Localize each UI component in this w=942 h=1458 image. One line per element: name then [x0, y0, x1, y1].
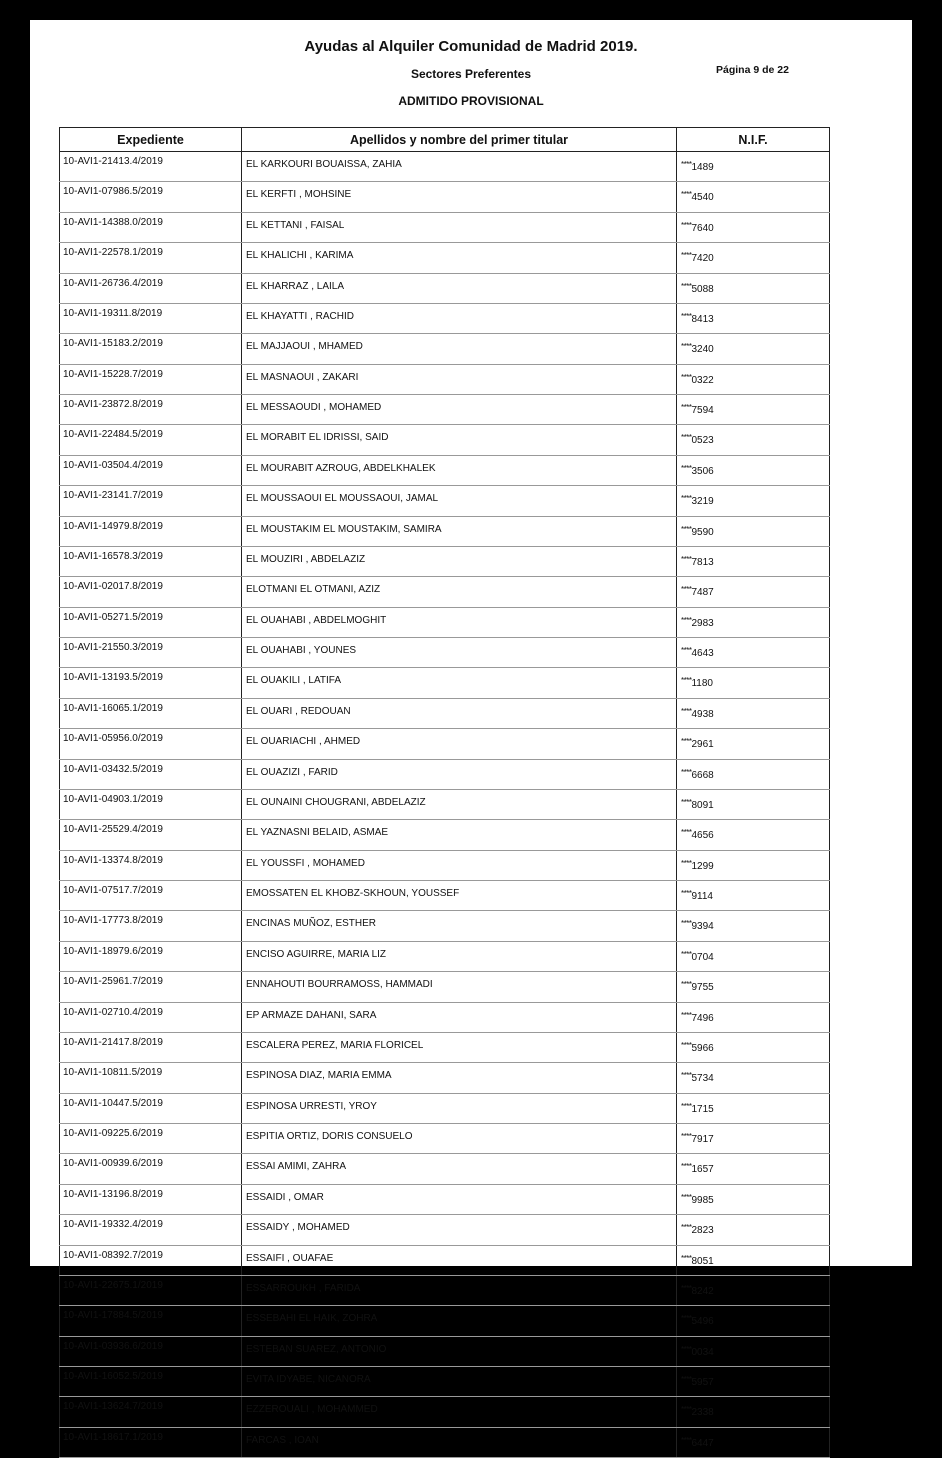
- nif-mask: ****: [681, 494, 692, 504]
- nif-cell: [677, 941, 830, 971]
- expediente-cell: 10-AVI1-17884.5/2019: [60, 1306, 242, 1336]
- titular-name-cell: EL KERFTI , MOHSINE: [242, 182, 677, 212]
- table-row: [60, 759, 830, 789]
- titular-name-cell: ESCALERA PEREZ, MARIA FLORICEL: [242, 1032, 677, 1062]
- page-number: Página 9 de 22: [716, 64, 789, 76]
- nif-mask: ****: [681, 251, 692, 261]
- expediente-cell: 10-AVI1-22675.1/2019: [60, 1275, 242, 1305]
- table-row: [60, 789, 830, 819]
- titular-name-cell: EL MOUSSAOUI EL MOUSSAOUI, JAMAL: [242, 486, 677, 516]
- titular-name-cell: EL MOUZIRI , ABDELAZIZ: [242, 546, 677, 576]
- nif-cell: [677, 1215, 830, 1245]
- nif-digits: 5734: [691, 1073, 714, 1085]
- table-row: [60, 395, 830, 425]
- titular-name-cell: EMOSSATEN EL KHOBZ-SKHOUN, YOUSSEF: [242, 881, 677, 911]
- nif-mask: ****: [681, 160, 692, 169]
- nif-cell: [677, 911, 830, 941]
- expediente-cell: 10-AVI1-17773.8/2019: [60, 911, 242, 941]
- table-row: [60, 1367, 830, 1397]
- nif-digits: 2823: [691, 1225, 714, 1237]
- table-row: [60, 273, 830, 303]
- nif-mask: ****: [681, 372, 692, 382]
- nif-digits: 3219: [691, 496, 714, 508]
- table-row: [60, 1184, 830, 1214]
- nif-mask: ****: [681, 889, 692, 898]
- expediente-cell: 10-AVI1-09225.6/2019: [60, 1124, 242, 1154]
- titular-name-cell: EL OUAHABI , YOUNES: [242, 638, 677, 668]
- nif-digits: 9114: [691, 891, 713, 902]
- expediente-cell: 10-AVI1-10811.5/2019: [60, 1063, 242, 1093]
- nif-mask: ****: [681, 858, 692, 868]
- expediente-cell: 10-AVI1-13196.8/2019: [60, 1184, 242, 1214]
- nif-digits: 4643: [691, 648, 714, 659]
- titular-name-cell: EL KHAYATTI , RACHID: [242, 303, 677, 333]
- nif-cell: [677, 1397, 830, 1427]
- titular-name-cell: EL OUARI , REDOUAN: [242, 698, 677, 728]
- nif-mask: ****: [681, 980, 692, 990]
- table-row: [60, 182, 830, 212]
- expediente-cell: 10-AVI1-23872.8/2019: [60, 395, 242, 425]
- expediente-cell: 10-AVI1-02710.4/2019: [60, 1002, 242, 1032]
- table-row: [60, 911, 830, 941]
- nif-mask: ****: [681, 737, 692, 747]
- table-row: [60, 941, 830, 971]
- titular-name-cell: ESSAIDI , OMAR: [242, 1184, 677, 1214]
- titular-name-cell: ENCISO AGUIRRE, MARIA LIZ: [242, 941, 677, 971]
- nif-digits: 9590: [691, 526, 714, 538]
- titular-name-cell: ESPINOSA URRESTI, YROY: [242, 1093, 677, 1123]
- nif-digits: 3240: [691, 344, 714, 356]
- titular-name-cell: EL OUAZIZI , FARID: [242, 759, 677, 789]
- nif-cell: [677, 1245, 830, 1275]
- nif-digits: 9985: [691, 1194, 714, 1206]
- nif-mask: ****: [681, 220, 692, 230]
- expediente-cell: 10-AVI1-03504.4/2019: [60, 455, 242, 485]
- nif-mask: ****: [681, 1223, 692, 1233]
- nif-digits: 6447: [691, 1437, 714, 1449]
- nif-mask: ****: [681, 554, 692, 564]
- admission-status: ADMITIDO PROVISIONAL: [398, 94, 544, 108]
- nif-mask: ****: [681, 433, 692, 443]
- table-row: [60, 729, 830, 759]
- expediente-cell: 10-AVI1-13193.5/2019: [60, 668, 242, 698]
- expediente-cell: 10-AVI1-08392.7/2019: [60, 1245, 242, 1275]
- nif-cell: [677, 516, 830, 546]
- nif-mask: ****: [681, 1101, 692, 1111]
- nif-mask: ****: [681, 949, 692, 959]
- expediente-cell: 10-AVI1-10447.5/2019: [60, 1093, 242, 1123]
- table-row: [60, 546, 830, 576]
- nif-cell: [677, 1093, 830, 1123]
- titular-name-cell: EL YAZNASNI BELAID, ASMAE: [242, 820, 677, 850]
- expediente-cell: 10-AVI1-07986.5/2019: [60, 182, 242, 212]
- nif-cell: [677, 182, 830, 212]
- nif-digits: 6668: [691, 769, 714, 781]
- nif-digits: 8051: [691, 1255, 714, 1267]
- titular-name-cell: ESSARROUKH , FARIDA: [242, 1275, 677, 1305]
- nif-mask: ****: [681, 1132, 692, 1141]
- document-title: Ayudas al Alquiler Comunidad de Madrid 2019.: [304, 38, 638, 55]
- expediente-cell: 10-AVI1-19311.8/2019: [60, 303, 242, 333]
- nif-digits: 7496: [691, 1012, 714, 1024]
- nif-cell: [677, 243, 830, 273]
- nif-mask: ****: [681, 1283, 692, 1293]
- nif-mask: ****: [681, 463, 692, 473]
- nif-cell: [677, 1306, 830, 1336]
- titular-name-cell: EVITA IDYABE, NICANORA: [242, 1367, 677, 1397]
- nif-cell: [677, 1002, 830, 1032]
- table-row: [60, 1215, 830, 1245]
- nif-cell: [677, 1336, 830, 1366]
- titular-name-cell: EL OUNAINI CHOUGRANI, ABDELAZIZ: [242, 789, 677, 819]
- titular-name-cell: EL KHALICHI , KARIMA: [242, 243, 677, 273]
- nif-cell: [677, 820, 830, 850]
- nif-cell: [677, 729, 830, 759]
- nif-digits: 4938: [691, 708, 714, 720]
- expediente-cell: 10-AVI1-21417.8/2019: [60, 1032, 242, 1062]
- nif-mask: ****: [681, 1010, 692, 1020]
- nif-digits: 5966: [691, 1042, 714, 1054]
- nif-cell: [677, 638, 830, 668]
- titular-name-cell: EL MASNAOUI , ZAKARI: [242, 364, 677, 394]
- table-row: [60, 303, 830, 333]
- nif-mask: ****: [681, 615, 692, 625]
- nif-digits: 2338: [691, 1407, 714, 1419]
- table-row: [60, 881, 830, 911]
- nif-mask: ****: [681, 1253, 692, 1263]
- table-row: [60, 1397, 830, 1427]
- table-row: [60, 820, 830, 850]
- nif-mask: ****: [681, 1071, 692, 1081]
- applicants-table: [59, 127, 830, 1458]
- table-row: [60, 638, 830, 668]
- table-row: [60, 486, 830, 516]
- titular-name-cell: ESSAIDY , MOHAMED: [242, 1215, 677, 1245]
- titular-name-cell: EL OUARIACHI , AHMED: [242, 729, 677, 759]
- titular-name-cell: FARCAS , IOAN: [242, 1427, 677, 1457]
- nif-mask: ****: [681, 1192, 692, 1202]
- nif-digits: 8091: [691, 799, 714, 811]
- table-row: [60, 334, 830, 364]
- titular-name-cell: EL KARKOURI BOUAISSA, ZAHIA: [242, 152, 677, 182]
- titular-name-cell: ESSAI AMIMI, ZAHRA: [242, 1154, 677, 1184]
- expediente-cell: 10-AVI1-25529.4/2019: [60, 820, 242, 850]
- table-row: [60, 972, 830, 1002]
- nif-mask: ****: [681, 281, 692, 291]
- titular-name-cell: ELOTMANI EL OTMANI, AZIZ: [242, 577, 677, 607]
- expediente-cell: 10-AVI1-16065.1/2019: [60, 698, 242, 728]
- nif-cell: [677, 1032, 830, 1062]
- nif-digits: 5496: [691, 1316, 714, 1328]
- titular-name-cell: EL YOUSSFI , MOHAMED: [242, 850, 677, 880]
- nif-cell: [677, 1367, 830, 1397]
- nif-cell: [677, 395, 830, 425]
- column-header-name: Apellidos y nombre del primer titular: [242, 128, 677, 152]
- nif-mask: ****: [681, 1040, 692, 1050]
- expediente-cell: 10-AVI1-04903.1/2019: [60, 789, 242, 819]
- titular-name-cell: EL KETTANI , FAISAL: [242, 212, 677, 242]
- nif-digits: 9394: [691, 921, 714, 933]
- expediente-cell: 10-AVI1-25961.7/2019: [60, 972, 242, 1002]
- table-row: [60, 1427, 830, 1457]
- table-row: [60, 668, 830, 698]
- titular-name-cell: EL OUAHABI , ABDELMOGHIT: [242, 607, 677, 637]
- nif-digits: 5088: [691, 283, 714, 295]
- nif-digits: 4540: [691, 192, 714, 204]
- nif-mask: ****: [681, 1162, 692, 1172]
- nif-digits: 8242: [691, 1285, 714, 1297]
- nif-mask: ****: [681, 342, 692, 352]
- nif-digits: 1657: [691, 1164, 714, 1176]
- nif-digits: 0322: [691, 374, 714, 386]
- nif-digits: 7640: [691, 222, 714, 234]
- table-row: [60, 425, 830, 455]
- titular-name-cell: EL OUAKILI , LATIFA: [242, 668, 677, 698]
- nif-digits: 7917: [691, 1134, 714, 1145]
- expediente-cell: 10-AVI1-26736.4/2019: [60, 273, 242, 303]
- nif-mask: ****: [681, 919, 692, 929]
- nif-mask: ****: [681, 1314, 692, 1324]
- table-row: [60, 1336, 830, 1366]
- document-page: [30, 20, 912, 1449]
- titular-name-cell: EL MORABIT EL IDRISSI, SAID: [242, 425, 677, 455]
- titular-name-cell: EL MOUSTAKIM EL MOUSTAKIM, SAMIRA: [242, 516, 677, 546]
- nif-cell: [677, 607, 830, 637]
- expediente-cell: 10-AVI1-19332.4/2019: [60, 1215, 242, 1245]
- nif-digits: 7420: [691, 253, 714, 265]
- nif-cell: [677, 972, 830, 1002]
- table-row: [60, 1154, 830, 1184]
- expediente-cell: 10-AVI1-13624.7/2019: [60, 1397, 242, 1427]
- expediente-cell: 10-AVI1-07517.7/2019: [60, 881, 242, 911]
- column-header-expediente: Expediente: [60, 128, 242, 152]
- table-row: [60, 364, 830, 394]
- nif-cell: [677, 364, 830, 394]
- nif-mask: ****: [681, 190, 692, 200]
- table-row: [60, 850, 830, 880]
- titular-name-cell: ESSAIFI , OUAFAE: [242, 1245, 677, 1275]
- titular-name-cell: ESSEBAHI EL HAIK, ZOHRA: [242, 1306, 677, 1336]
- titular-name-cell: ENCINAS MUÑOZ, ESTHER: [242, 911, 677, 941]
- titular-name-cell: ESPITIA ORTIZ, DORIS CONSUELO: [242, 1124, 677, 1154]
- nif-digits: 0704: [691, 951, 714, 963]
- titular-name-cell: ESTEBAN SUAREZ, ANTONIO: [242, 1336, 677, 1366]
- expediente-cell: 10-AVI1-15183.2/2019: [60, 334, 242, 364]
- nif-digits: 7594: [691, 405, 714, 416]
- expediente-cell: 10-AVI1-13374.8/2019: [60, 850, 242, 880]
- nif-mask: ****: [681, 1435, 692, 1445]
- nif-digits: 5957: [691, 1377, 714, 1388]
- nif-cell: [677, 334, 830, 364]
- nif-cell: [677, 1184, 830, 1214]
- titular-name-cell: EZZEROUALI , MOHAMMED: [242, 1397, 677, 1427]
- expediente-cell: 10-AVI1-16578.3/2019: [60, 546, 242, 576]
- nif-mask: ****: [681, 767, 692, 777]
- nif-digits: 1489: [691, 162, 714, 173]
- nif-mask: ****: [681, 676, 692, 686]
- nif-cell: [677, 152, 830, 182]
- nif-cell: [677, 1124, 830, 1154]
- nif-digits: 0034: [691, 1346, 714, 1358]
- table-row: [60, 455, 830, 485]
- nif-cell: [677, 850, 830, 880]
- nif-mask: ****: [681, 1375, 692, 1384]
- nif-mask: ****: [681, 646, 692, 655]
- nif-mask: ****: [681, 828, 692, 838]
- titular-name-cell: EP ARMAZE DAHANI, SARA: [242, 1002, 677, 1032]
- expediente-cell: 10-AVI1-03432.5/2019: [60, 759, 242, 789]
- nif-cell: [677, 273, 830, 303]
- nif-cell: [677, 212, 830, 242]
- nif-mask: ****: [681, 524, 692, 534]
- nif-mask: ****: [681, 311, 692, 321]
- expediente-cell: 10-AVI1-22578.1/2019: [60, 243, 242, 273]
- table-row: [60, 243, 830, 273]
- nif-digits: 1299: [691, 860, 714, 872]
- table-row: [60, 212, 830, 242]
- document-subtitle: Sectores Preferentes: [410, 67, 532, 81]
- expediente-cell: 10-AVI1-16052.5/2019: [60, 1367, 242, 1397]
- expediente-cell: 10-AVI1-18617.1/2019: [60, 1427, 242, 1457]
- nif-digits: 3506: [691, 465, 714, 477]
- nif-digits: 7487: [691, 587, 714, 599]
- nif-digits: 9755: [691, 982, 714, 994]
- table-row: [60, 698, 830, 728]
- nif-digits: 2983: [691, 617, 714, 629]
- table-row: [60, 1245, 830, 1275]
- expediente-cell: 10-AVI1-18979.6/2019: [60, 941, 242, 971]
- nif-cell: [677, 698, 830, 728]
- table-row: [60, 152, 830, 182]
- nif-mask: ****: [681, 1344, 692, 1354]
- expediente-cell: 10-AVI1-14388.0/2019: [60, 212, 242, 242]
- titular-name-cell: ENNAHOUTI BOURRAMOSS, HAMMADI: [242, 972, 677, 1002]
- table-row: [60, 1002, 830, 1032]
- nif-cell: [677, 1427, 830, 1457]
- table-row: [60, 607, 830, 637]
- nif-mask: ****: [681, 1405, 692, 1415]
- titular-name-cell: ESPINOSA DIAZ, MARIA EMMA: [242, 1063, 677, 1093]
- nif-digits: 1180: [691, 678, 713, 690]
- nif-cell: [677, 668, 830, 698]
- expediente-cell: 10-AVI1-21550.3/2019: [60, 638, 242, 668]
- titular-name-cell: EL MOURABIT AZROUG, ABDELKHALEK: [242, 455, 677, 485]
- nif-cell: [677, 303, 830, 333]
- expediente-cell: 10-AVI1-14979.8/2019: [60, 516, 242, 546]
- nif-cell: [677, 789, 830, 819]
- column-header-nif: N.I.F.: [677, 128, 830, 152]
- nif-cell: [677, 881, 830, 911]
- table-row: [60, 1306, 830, 1336]
- table-row: [60, 1093, 830, 1123]
- nif-mask: ****: [681, 797, 692, 807]
- nif-digits: 7813: [691, 556, 714, 568]
- table-row: [60, 516, 830, 546]
- nif-digits: 0523: [691, 435, 714, 447]
- nif-digits: 1715: [691, 1103, 714, 1115]
- expediente-cell: 10-AVI1-15228.7/2019: [60, 364, 242, 394]
- titular-name-cell: EL KHARRAZ , LAILA: [242, 273, 677, 303]
- table-row: [60, 1063, 830, 1093]
- nif-digits: 4656: [691, 830, 714, 842]
- expediente-cell: 10-AVI1-22484.5/2019: [60, 425, 242, 455]
- nif-cell: [677, 546, 830, 576]
- titular-name-cell: EL MESSAOUDI , MOHAMED: [242, 395, 677, 425]
- expediente-cell: 10-AVI1-05271.5/2019: [60, 607, 242, 637]
- table-row: [60, 577, 830, 607]
- expediente-cell: 10-AVI1-23141.7/2019: [60, 486, 242, 516]
- nif-digits: 8413: [691, 313, 714, 325]
- nif-cell: [677, 1063, 830, 1093]
- nif-mask: ****: [681, 585, 692, 595]
- nif-digits: 2961: [691, 739, 714, 751]
- nif-cell: [677, 759, 830, 789]
- expediente-cell: 10-AVI1-21413.4/2019: [60, 152, 242, 182]
- nif-cell: [677, 577, 830, 607]
- expediente-cell: 10-AVI1-00939.6/2019: [60, 1154, 242, 1184]
- table-header-row: [60, 128, 830, 152]
- table-row: [60, 1124, 830, 1154]
- expediente-cell: 10-AVI1-03936.6/2019: [60, 1336, 242, 1366]
- nif-mask: ****: [681, 403, 692, 412]
- nif-cell: [677, 1154, 830, 1184]
- nif-mask: ****: [681, 706, 692, 716]
- nif-cell: [677, 425, 830, 455]
- titular-name-cell: EL MAJJAOUI , MHAMED: [242, 334, 677, 364]
- expediente-cell: 10-AVI1-05956.0/2019: [60, 729, 242, 759]
- nif-cell: [677, 486, 830, 516]
- expediente-cell: 10-AVI1-02017.8/2019: [60, 577, 242, 607]
- table-row: [60, 1032, 830, 1062]
- nif-cell: [677, 455, 830, 485]
